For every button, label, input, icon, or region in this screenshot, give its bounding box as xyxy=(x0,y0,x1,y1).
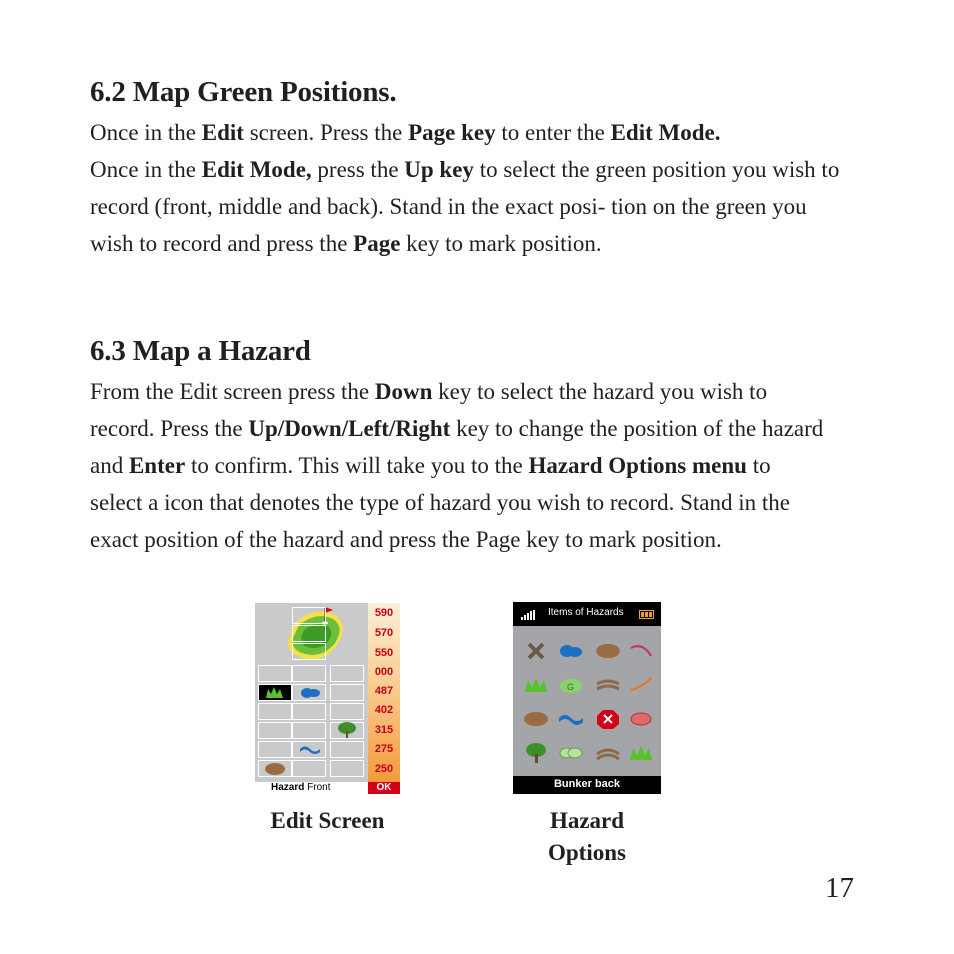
grid-cell[interactable] xyxy=(330,741,364,758)
yardage-value: 487 xyxy=(374,685,394,697)
grid-cell[interactable] xyxy=(292,665,326,682)
edit-screen-caption: Edit Screen xyxy=(270,808,385,833)
yardage-value: 590 xyxy=(374,607,394,619)
grid-cell[interactable] xyxy=(330,760,364,777)
hazard-screen-title: Items of Hazards xyxy=(548,607,624,618)
green-outline-icon[interactable] xyxy=(557,742,585,764)
section-text-green-positions: Once in the Edit screen. Press the Page key to enter the Edit Mode. Once in the Edit Mode, press the Up key to select the green position you wish to record (front, middle and back). Stand in the exact posi- tion on the green you wish to record and press the Page key to mark position. xyxy=(90,120,840,256)
hazard-header xyxy=(513,602,661,626)
svg-text:G: G xyxy=(567,682,575,692)
grass-hazard-icon xyxy=(264,685,286,700)
tree-icon[interactable] xyxy=(522,742,550,764)
edit-screen-image xyxy=(255,603,400,794)
grid-cell[interactable] xyxy=(292,722,326,739)
green-icon[interactable] xyxy=(557,674,585,696)
grid-cell[interactable] xyxy=(292,625,326,642)
water-icon[interactable] xyxy=(557,640,585,662)
grid-cell[interactable] xyxy=(330,703,364,720)
bunker-hazard-icon xyxy=(263,761,287,776)
yardage-value: 275 xyxy=(374,743,394,755)
hazard-options-screen-image xyxy=(513,602,661,794)
yardage-value: 315 xyxy=(374,724,394,736)
dogleg-left-icon[interactable] xyxy=(627,640,655,662)
yardage-value: 570 xyxy=(374,627,394,639)
hazard-footer xyxy=(513,776,661,794)
yardage-value: 402 xyxy=(374,704,394,716)
bunker-icon[interactable] xyxy=(522,708,550,730)
hazard-options-caption: Hazard Options xyxy=(548,808,626,865)
grid-cell[interactable] xyxy=(258,665,292,682)
signal-strength-icon xyxy=(521,610,537,620)
tree-hazard-icon xyxy=(335,721,359,739)
grass-icon[interactable] xyxy=(522,674,550,696)
yardage-value: 000 xyxy=(374,666,394,678)
footer-label: Hazard Front xyxy=(271,782,331,793)
water-hazard-icon xyxy=(299,685,321,700)
grass-icon[interactable] xyxy=(627,742,655,764)
grid-cell[interactable] xyxy=(292,607,326,624)
grid-cell[interactable] xyxy=(330,684,364,701)
grid-cell[interactable] xyxy=(292,703,326,720)
cross-icon[interactable] xyxy=(522,640,550,662)
yardage-value: 550 xyxy=(374,647,394,659)
bridge-icon[interactable] xyxy=(594,742,622,764)
section-text-map-hazard: From the Edit screen press the Down key to select the hazard you wish to record. Press the Up/Down/Left/Right key to change the position of the hazard and Enter to confirm. This will take you to the Hazard Options menu to select a icon that denotes the type of hazard you wish to record. Stand in the exact position of the hazard and press the Page key to mark position. xyxy=(90,379,824,552)
page-number: 17 xyxy=(825,872,854,904)
out-of-bounds-icon[interactable] xyxy=(594,708,622,730)
grid-cell[interactable] xyxy=(292,643,326,660)
grid-cell[interactable] xyxy=(330,665,364,682)
yardage-value: 250 xyxy=(374,763,394,775)
grid-cell[interactable] xyxy=(258,741,292,758)
dogleg-right-icon[interactable] xyxy=(627,674,655,696)
grid-cell[interactable] xyxy=(258,722,292,739)
bunker-icon[interactable] xyxy=(594,640,622,662)
bunker-red-icon[interactable] xyxy=(627,708,655,730)
ok-button[interactable]: OK xyxy=(368,782,400,794)
water-hazard-icon xyxy=(299,743,321,755)
selected-hazard-label: Bunker back xyxy=(553,778,621,790)
bridge-icon[interactable] xyxy=(594,674,622,696)
section-heading-green-positions: 6.2 Map Green Positions. xyxy=(90,76,397,108)
section-heading-map-hazard: 6.3 Map a Hazard xyxy=(90,335,311,367)
battery-icon xyxy=(639,610,655,619)
edit-footer xyxy=(255,782,400,794)
yardage-bar xyxy=(368,603,400,782)
water-icon[interactable] xyxy=(557,708,585,730)
grid-cell[interactable] xyxy=(258,703,292,720)
grid-cell[interactable] xyxy=(292,760,326,777)
